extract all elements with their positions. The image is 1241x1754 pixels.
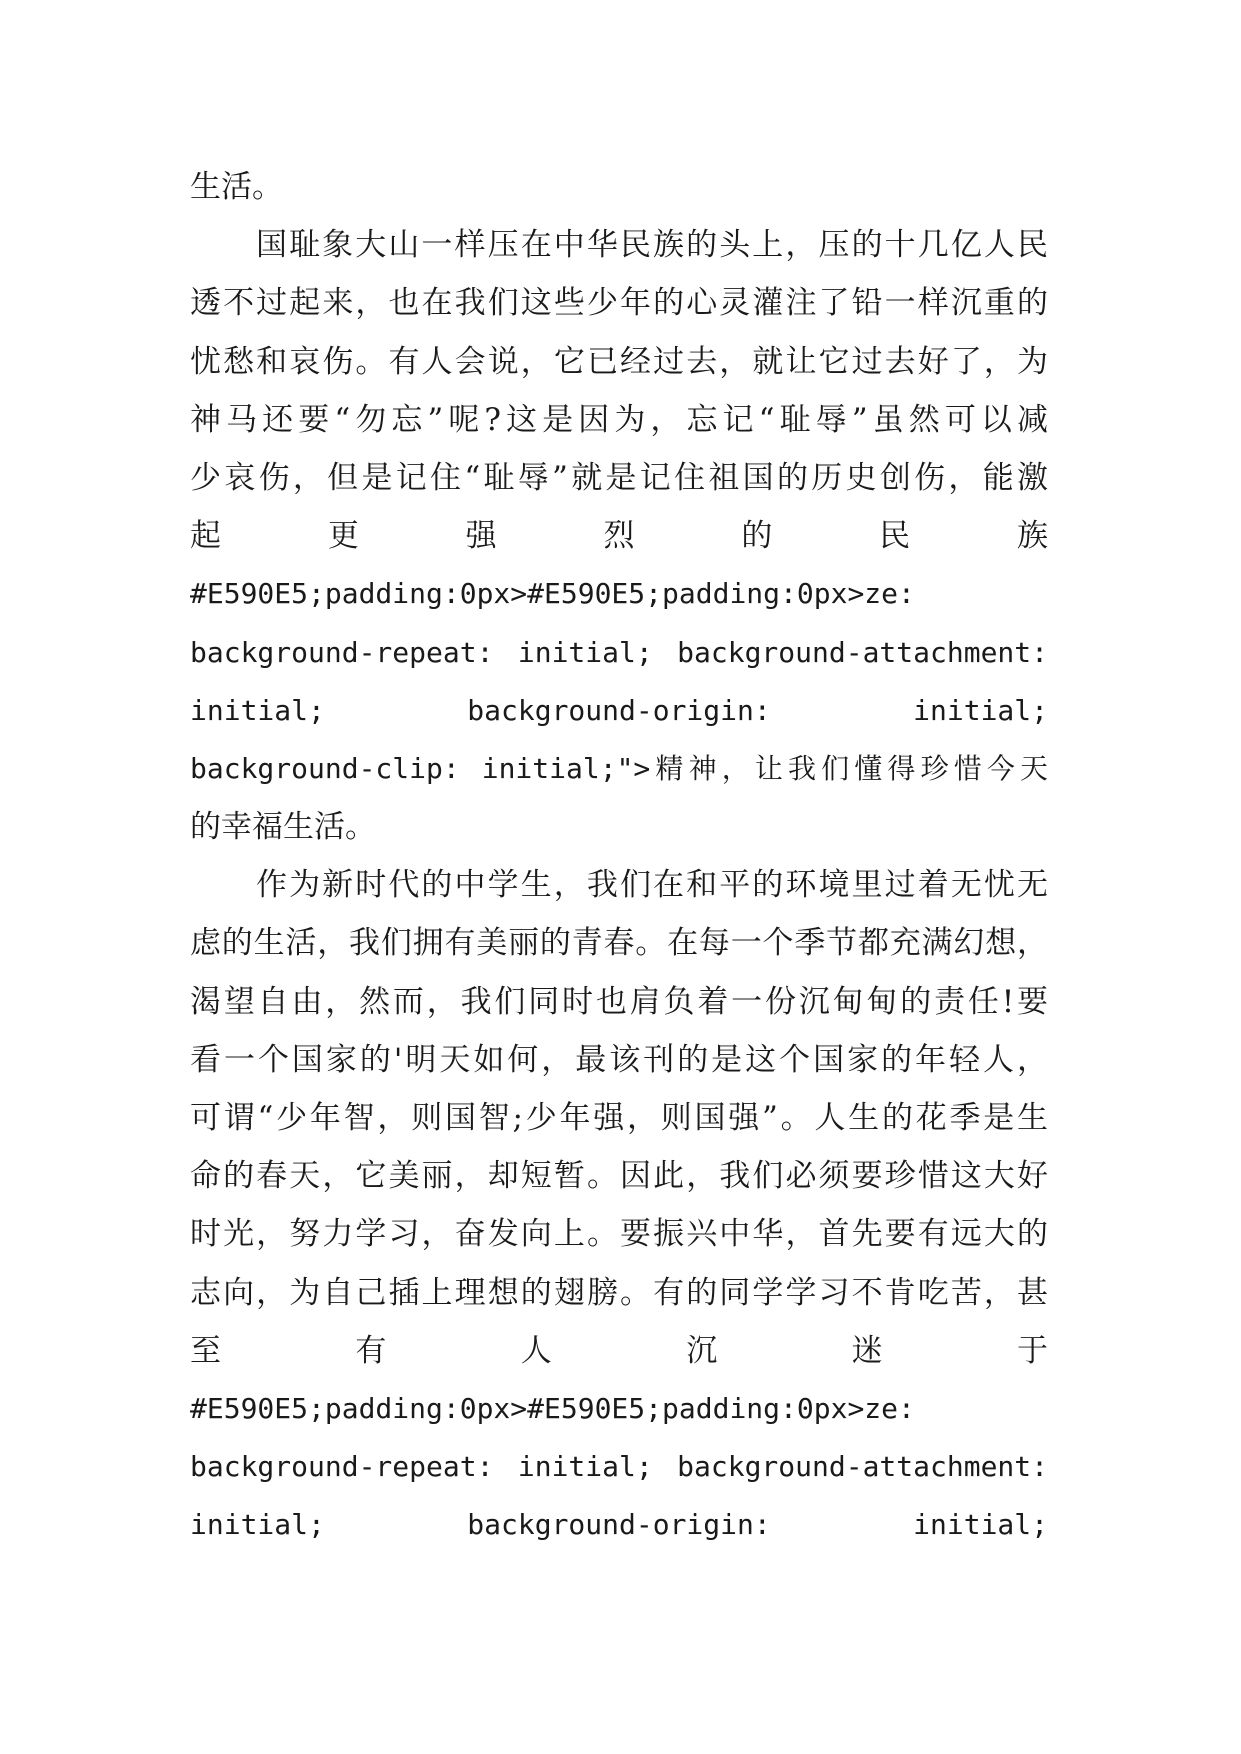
text-line: #E590E5;padding:0px>#E590E5;padding:0px>ze:	[190, 1391, 915, 1425]
text-line: 少哀伤，但是记住“耻辱”就是记住祖国的历史创伤，能激	[190, 459, 1048, 496]
text-line: 时光，努力学习，奋发向上。要振兴中华，首先要有远大的	[190, 1216, 1048, 1253]
text-line: 起 更 强 烈 的 民 族	[190, 518, 1048, 555]
text-line: 命的春天，它美丽，却短暂。因此，我们必须要珍惜这大好	[190, 1158, 1048, 1195]
text-line: #E590E5;padding:0px>#E590E5;padding:0px>ze:	[190, 577, 915, 611]
text-line: 国耻象大山一样压在中华民族的头上，压的十几亿人民	[256, 227, 1048, 264]
text-line: 神马还要“勿忘”呢?这是因为，忘记“耻辱”虽然可以减	[190, 401, 1048, 438]
text-line: 志向，为自己插上理想的翅膀。有的同学学习不肯吃苦，甚	[190, 1274, 1048, 1311]
text-line: initial; background-origin: initial;	[190, 693, 1048, 727]
text-line: 透不过起来，也在我们这些少年的心灵灌注了铅一样沉重的	[190, 285, 1048, 322]
text-line: 至 有 人 沉 迷 于	[190, 1332, 1048, 1369]
text-line: background-repeat: initial; background-attachment:	[190, 635, 1048, 669]
text-line: 忧愁和哀伤。有人会说，它已经过去，就让它过去好了，为	[190, 343, 1048, 380]
text-line: 的幸福生活。	[190, 809, 376, 846]
document-body	[190, 158, 1048, 1555]
text-line: 生活。	[190, 169, 283, 205]
text-line: 可谓“少年智，则国智;少年强，则国强”。人生的花季是生	[190, 1100, 1048, 1136]
text-line: background-repeat: initial; background-attachment:	[190, 1450, 1048, 1484]
text-line: initial; background-origin: initial;	[190, 1508, 1048, 1542]
text-line: 看一个国家的'明天如何，最该刊的是这个国家的年轻人，	[190, 1041, 1048, 1078]
text-line: 虑的生活，我们拥有美丽的青春。在每一个季节都充满幻想，	[190, 925, 1048, 962]
text-line: 渴望自由，然而，我们同时也肩负着一份沉甸甸的责任!要	[190, 983, 1048, 1020]
text-line: 作为新时代的中学生，我们在和平的环境里过着无忧无	[256, 867, 1048, 904]
text-line: background-clip: initial;">精神，让我们懂得珍惜今天	[190, 751, 1048, 785]
